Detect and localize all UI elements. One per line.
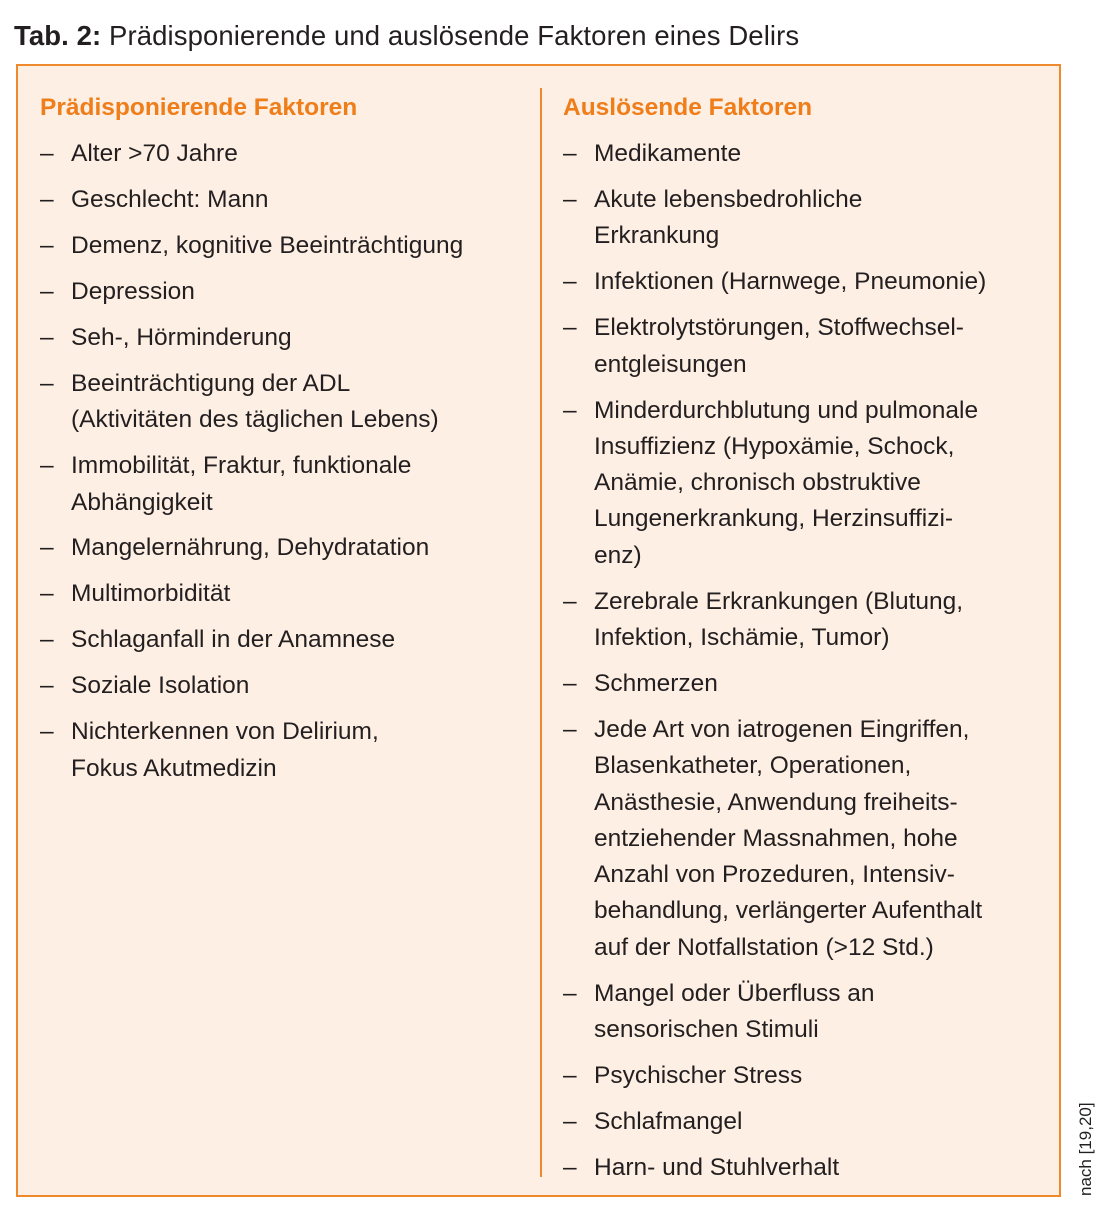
list-item-text: Depression — [71, 277, 195, 305]
bullet-dash: – — [40, 277, 54, 305]
list-item-text: Nichterkennen von Delirium, Fokus Akutmedizin — [71, 718, 379, 782]
caption-title: Prädisponierende und auslösende Faktoren eines Delirs — [109, 20, 800, 51]
list-item-text: Minderdurchblutung und pulmonale Insuffizienz (Hypoxämie, Schock, Anämie, chronisch obstruktive Lungenerkrankung, Herzinsuffizi- enz) — [594, 396, 979, 569]
list-item-text: Psychischer Stress — [594, 1062, 803, 1090]
triggering-column — [563, 90, 1043, 1196]
bullet-dash: – — [40, 718, 54, 746]
list-item-text: Seh-, Hörminderung — [71, 323, 292, 351]
list-item — [40, 320, 520, 356]
bullet-dash: – — [563, 979, 577, 1007]
triggering-list — [563, 136, 1043, 1186]
list-item — [563, 182, 1043, 255]
bullet-dash: – — [40, 672, 54, 700]
list-item-text: Medikamente — [594, 140, 742, 167]
list-item — [40, 714, 520, 787]
list-item — [40, 274, 520, 310]
bullet-dash: – — [563, 715, 577, 743]
list-item — [40, 448, 520, 521]
bullet-dash: – — [563, 396, 577, 424]
bullet-dash: – — [40, 323, 54, 351]
bullet-dash: – — [563, 1153, 577, 1181]
predisposing-heading: Prädisponierende Faktoren — [40, 94, 358, 121]
list-item-text: Geschlecht: Mann — [71, 185, 269, 213]
list-item — [40, 136, 520, 172]
list-item — [40, 622, 520, 658]
bullet-dash: – — [563, 587, 577, 615]
bullet-dash: – — [40, 140, 54, 167]
list-item-text: Infektionen (Harnwege, Pneumonie) — [594, 268, 987, 296]
list-item — [563, 310, 1043, 383]
list-item — [40, 530, 520, 566]
bullet-dash: – — [563, 268, 577, 296]
list-item — [563, 712, 1043, 966]
list-item — [563, 393, 1043, 574]
list-item-text: Schlafmangel — [594, 1108, 743, 1135]
bullet-dash: – — [563, 185, 577, 213]
bullet-dash: – — [40, 231, 54, 259]
list-item — [563, 666, 1043, 702]
bullet-dash: – — [40, 534, 54, 562]
bullet-dash: – — [40, 580, 54, 608]
list-item-text: Alter >70 Jahre — [71, 140, 238, 167]
bullet-dash: – — [563, 1108, 577, 1135]
list-item — [40, 366, 520, 439]
bullet-dash: – — [563, 1062, 577, 1090]
list-item — [40, 182, 520, 218]
list-item-text: Mangelernährung, Dehydratation — [71, 534, 430, 562]
list-item-text: Harn- und Stuhlverhalt — [594, 1153, 840, 1181]
list-item-text: Mangel oder Überfluss an sensorischen Stimuli — [594, 979, 875, 1044]
list-item — [563, 1150, 1043, 1186]
list-item — [563, 1058, 1043, 1094]
list-item-text: Multimorbidität — [71, 580, 231, 608]
caption-label: Tab. 2: — [14, 20, 102, 51]
list-item-text: Zerebrale Erkrankungen (Blutung, Infektion, Ischämie, Tumor) — [594, 587, 964, 651]
list-item-text: Beeinträchtigung der ADL (Aktivitäten des täglichen Lebens) — [71, 369, 439, 434]
list-item-text: Schlaganfall in der Anamnese — [71, 626, 396, 654]
bullet-dash: – — [40, 185, 54, 213]
list-item — [563, 976, 1043, 1049]
list-item-text: Demenz, kognitive Beeinträchtigung — [71, 231, 464, 259]
list-item — [40, 228, 520, 264]
list-item — [40, 576, 520, 612]
predisposing-list — [40, 136, 520, 787]
bullet-dash: – — [40, 369, 54, 397]
list-item-text: Immobilität, Fraktur, funktionale Abhängigkeit — [71, 452, 412, 516]
list-item-text: Schmerzen — [594, 669, 718, 697]
column-divider — [540, 88, 542, 1177]
list-item-text: Akute lebensbedrohliche Erkrankung — [594, 185, 863, 250]
predisposing-column — [40, 90, 520, 797]
triggering-heading: Auslösende Faktoren — [563, 94, 813, 121]
table-caption — [14, 16, 799, 56]
bullet-dash: – — [563, 140, 577, 167]
list-item — [40, 668, 520, 704]
list-item-text: Elektrolytstörungen, Stoffwechsel- entgleisungen — [594, 314, 964, 378]
list-item-text: Soziale Isolation — [71, 672, 250, 700]
bullet-dash: – — [40, 452, 54, 480]
bullet-dash: – — [40, 626, 54, 654]
source-note: nach [19,20] — [1076, 1102, 1095, 1196]
list-item — [563, 264, 1043, 300]
bullet-dash: – — [563, 669, 577, 697]
factors-table — [16, 64, 1061, 1197]
list-item — [563, 584, 1043, 657]
bullet-dash: – — [563, 314, 577, 342]
list-item — [563, 136, 1043, 172]
list-item-text: Jede Art von iatrogenen Eingriffen, Blasenkatheter, Operationen, Anästhesie, Anwendung freiheits- entziehender Massnahmen, hohe Anzahl von Prozeduren, Intensiv- behandlung, verlängerter Aufenthalt auf der Notfallstation (>12 Std.) — [594, 715, 983, 961]
list-item — [563, 1104, 1043, 1140]
